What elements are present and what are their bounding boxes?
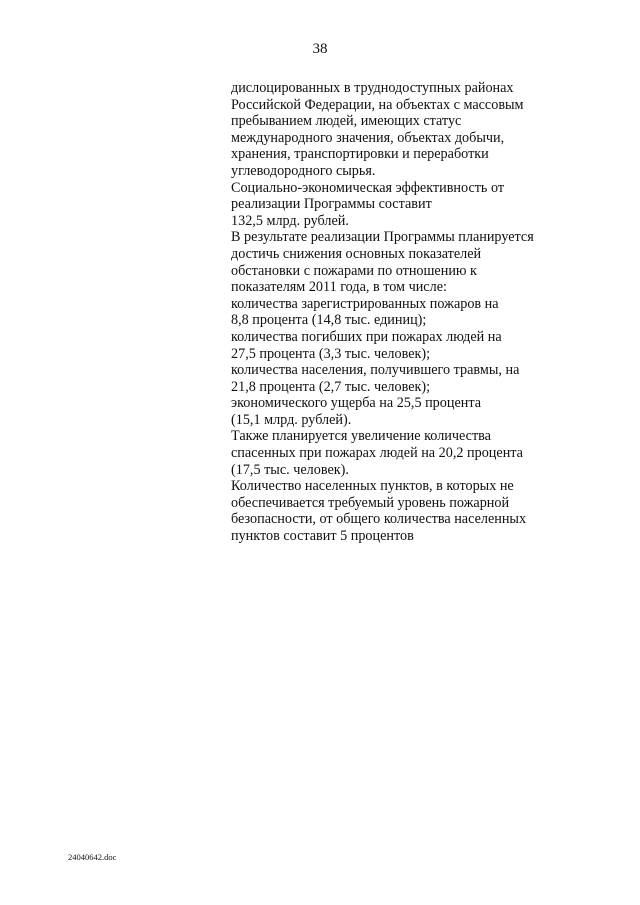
- text-line: Российской Федерации, на объектах с массовым: [231, 96, 524, 113]
- text-line: (17,5 тыс. человек).: [231, 461, 349, 478]
- text-line: хранения, транспортировки и переработки: [231, 146, 489, 163]
- text-line: спасенных при пожарах людей на 20,2 процента: [231, 445, 523, 462]
- text-line: 8,8 процента (14,8 тыс. единиц);: [231, 312, 427, 329]
- text-line: обеспечивается требуемый уровень пожарной: [231, 494, 510, 511]
- text-line: углеводородного сырья.: [231, 162, 376, 179]
- text-line: Также планируется увеличение количества: [231, 428, 491, 445]
- text-line: 27,5 процента (3,3 тыс. человек);: [231, 345, 431, 362]
- text-line: дислоцированных в труднодоступных районах: [231, 80, 514, 96]
- text-line: пунктов составит 5 процентов: [231, 528, 414, 545]
- text-line: Количество населенных пунктов, в которых не: [231, 478, 514, 495]
- text-line: Социально-экономическая эффективность от: [231, 179, 505, 196]
- text-line: количества населения, получившего травмы, на: [231, 362, 520, 379]
- page-number: 38: [312, 41, 328, 57]
- text-line: количества погибших при пожарах людей на: [231, 328, 502, 345]
- text-line: 21,8 процента (2,7 тыс. человек);: [231, 378, 431, 395]
- text-line: обстановки с пожарами по отношению к: [231, 262, 477, 279]
- text-line: количества зарегистрированных пожаров на: [231, 295, 499, 312]
- text-line: достичь снижения основных показателей: [231, 245, 482, 262]
- document-body: [231, 80, 571, 545]
- text-line: пребыванием людей, имеющих статус: [231, 113, 462, 130]
- text-line: международного значения, объектах добычи,: [231, 129, 505, 146]
- text-line: безопасности, от общего количества населенных: [231, 511, 527, 528]
- text-line: (15,1 млрд. рублей).: [231, 411, 352, 428]
- text-line: экономического ущерба на 25,5 процента: [231, 395, 482, 412]
- text-line: В результате реализации Программы планируется: [231, 229, 534, 246]
- text-line: показателям 2011 года, в том числе:: [231, 279, 447, 296]
- footer-filename: 24040642.doc: [68, 852, 117, 862]
- text-line: 132,5 млрд. рублей.: [231, 212, 349, 229]
- text-line: реализации Программы составит: [231, 196, 432, 213]
